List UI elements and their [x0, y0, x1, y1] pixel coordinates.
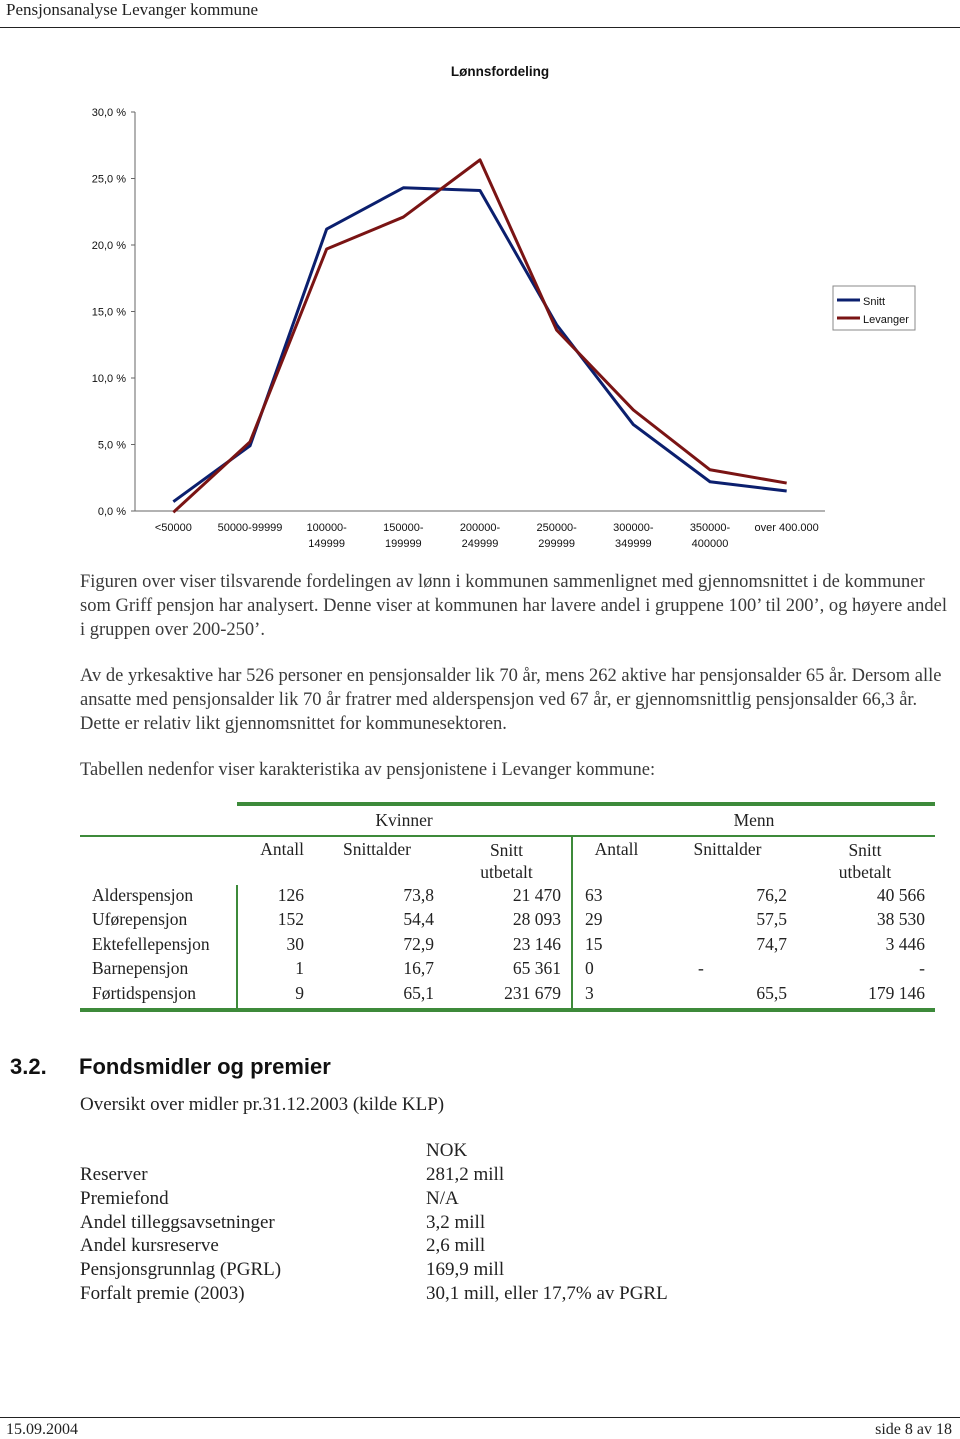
- cell-k-snittalder: 16,7: [403, 958, 434, 979]
- cell-m-utbetalt: 38 530: [876, 909, 925, 930]
- cell-k-snittalder: 65,1: [403, 982, 434, 1003]
- cell-k-snittalder: 72,9: [403, 933, 434, 954]
- fund-label: Andel tilleggsavsetninger: [80, 1211, 275, 1233]
- funds-currency-header: NOK: [426, 1140, 468, 1161]
- cell-k-utbetalt: 21 470: [442, 885, 572, 910]
- row-label: Barnepensjon: [80, 958, 237, 983]
- col-header-k-snitt-line1: Snitt: [489, 839, 524, 860]
- table-row: [80, 934, 935, 959]
- cell-k-antall: 1: [295, 958, 304, 979]
- fund-value: 30,1 mill, eller 17,7% av PGRL: [426, 1283, 668, 1304]
- section-heading: [10, 1054, 331, 1080]
- cell-k-antall: 152: [277, 909, 304, 930]
- y-tick-label: 20,0 %: [91, 240, 126, 252]
- cell-m-utbetalt: 3 446: [885, 933, 925, 954]
- cell-k-antall: 30: [286, 933, 304, 954]
- fund-value: 2,6 mill: [426, 1235, 486, 1257]
- cell-m-utbetalt: 179 146: [868, 982, 925, 1003]
- header-rule: [0, 27, 960, 28]
- row-label: Alderspensjon: [80, 885, 237, 910]
- section-number: 3.2.: [10, 1054, 47, 1079]
- fund-label: Andel kursreserve: [80, 1235, 219, 1257]
- salary-distribution-chart: [0, 40, 960, 560]
- cell-k-utbetalt: 65 361: [442, 958, 572, 983]
- table-row: [80, 958, 935, 983]
- col-header-m-antall: Antall: [594, 838, 639, 859]
- fund-value: N/A: [426, 1187, 459, 1209]
- footer-date: 15.09.2004: [6, 1421, 78, 1438]
- x-tick-label: over 400.000: [754, 522, 819, 534]
- cell-m-snittalder: -: [698, 958, 704, 979]
- table-group-kvinner: Kvinner: [237, 810, 572, 836]
- cell-k-antall: 9: [295, 982, 304, 1003]
- table-row: [80, 909, 935, 934]
- paragraph-pension-age: Av de yrkesaktive har 526 personer en pensjonsalder lik 70 år, mens 262 aktive har pensjonsalder 65 år. Dersom alle ansatte med pensjonsalder lik 70 år fratrer med alderspensjon ved 67 år, er gjennomsnittlig pensjonsalder 66,3 år. Dette er relativ likt gjennomsnittet for kommunesektoren.: [80, 666, 942, 734]
- col-header-k-snitt-line2: utbetalt: [480, 861, 533, 882]
- cell-k-snittalder: 73,8: [403, 884, 434, 905]
- fund-label: Forfalt premie (2003): [80, 1283, 245, 1304]
- cell-k-utbetalt: 28 093: [442, 909, 572, 934]
- x-tick-label: 350000-400000: [689, 522, 731, 550]
- col-header-k-antall: Antall: [260, 838, 304, 859]
- row-label: Uførepensjon: [80, 909, 237, 934]
- col-header-m-snitt-utbetalt: [795, 836, 935, 885]
- y-tick-label: 30,0 %: [91, 107, 126, 119]
- x-tick-label: 150000-199999: [383, 522, 424, 550]
- cell-k-utbetalt: 23 146: [442, 934, 572, 959]
- x-tick-label: <50000: [154, 522, 192, 534]
- footer-rule: [0, 1417, 960, 1418]
- col-header-k-snitt-utbetalt: [442, 836, 572, 885]
- col-header-m-snitt-line1: Snitt: [848, 839, 882, 860]
- y-tick-label: 5,0 %: [97, 439, 126, 452]
- cell-m-antall: 29: [585, 909, 603, 930]
- x-tick-label: 200000-249999: [459, 522, 501, 550]
- section-title: Fondsmidler og premier: [79, 1054, 331, 1079]
- x-tick-label: 250000-299999: [536, 522, 577, 550]
- cell-m-antall: 3: [585, 982, 594, 1003]
- legend-label-levanger: Levanger: [863, 314, 909, 326]
- y-tick-label: 25,0 %: [91, 173, 126, 186]
- legend-label-snitt: Snitt: [863, 296, 886, 308]
- row-label: Ektefellepensjon: [80, 934, 237, 959]
- cell-m-snittalder: 57,5: [756, 909, 787, 930]
- y-tick-label: 15,0 %: [91, 306, 126, 319]
- fund-value: 3,2 mill: [426, 1211, 486, 1233]
- cell-m-utbetalt: -: [919, 958, 925, 979]
- col-header-m-snittalder: Snittalder: [693, 838, 762, 859]
- cell-m-snittalder: 76,2: [756, 884, 787, 905]
- series-line-snitt: [173, 188, 786, 502]
- series-line-levanger: [173, 160, 786, 512]
- cell-m-antall: 0: [585, 958, 594, 979]
- cell-k-snittalder: 54,4: [403, 909, 434, 930]
- y-tick-label: 10,0 %: [91, 373, 126, 385]
- fund-label: Pensjonsgrunnlag (PGRL): [80, 1259, 282, 1281]
- table-row: [80, 983, 935, 1010]
- section-subtitle: Oversikt over midler pr.31.12.2003 (kilde KLP): [80, 1094, 445, 1115]
- table-group-menn: Menn: [572, 810, 935, 836]
- chart-title: Lønnsfordeling: [450, 64, 550, 79]
- fund-value: 169,9 mill: [426, 1259, 505, 1281]
- cell-m-utbetalt: 40 566: [876, 884, 925, 905]
- cell-m-antall: 15: [585, 933, 603, 954]
- footer-page-number: side 8 av 18: [875, 1421, 952, 1438]
- cell-m-antall: 63: [585, 884, 603, 905]
- col-header-k-snittalder: Snittalder: [342, 838, 412, 859]
- y-tick-label: 0,0 %: [97, 506, 126, 518]
- fund-label: Premiefond: [80, 1187, 169, 1209]
- cell-k-utbetalt: 231 679: [442, 983, 572, 1010]
- fund-label: Reserver: [80, 1164, 148, 1185]
- paragraph-table-intro: Tabellen nedenfor viser karakteristika av pensjonistene i Levanger kommune:: [80, 760, 656, 780]
- pensioner-table: [80, 802, 935, 1016]
- fund-value: 281,2 mill: [426, 1164, 505, 1185]
- cell-m-snittalder: 74,7: [756, 933, 787, 954]
- cell-k-antall: 126: [277, 884, 304, 905]
- paragraph-figure-description: Figuren over viser tilsvarende fordelingen av lønn i kommunen sammenlignet med gjennomsnittet i de kommuner som Griff pensjon har analysert. Denne viser at kommunen har lavere andel i gruppene 100’ til 200’, og høyere andel i gruppen over 200-250’.: [80, 572, 947, 640]
- col-header-m-snitt-line2: utbetalt: [838, 861, 892, 882]
- x-tick-label: 100000-149999: [306, 522, 347, 550]
- x-tick-label: 50000-99999: [217, 522, 283, 534]
- x-tick-label: 300000-349999: [613, 522, 654, 550]
- document-header-title: Pensjonsanalyse Levanger kommune: [6, 0, 259, 19]
- cell-m-snittalder: 65,5: [756, 982, 787, 1003]
- table-green-rule-bottom: [80, 1010, 935, 1016]
- table-row: [80, 885, 935, 910]
- row-label: Førtidspensjon: [80, 983, 237, 1010]
